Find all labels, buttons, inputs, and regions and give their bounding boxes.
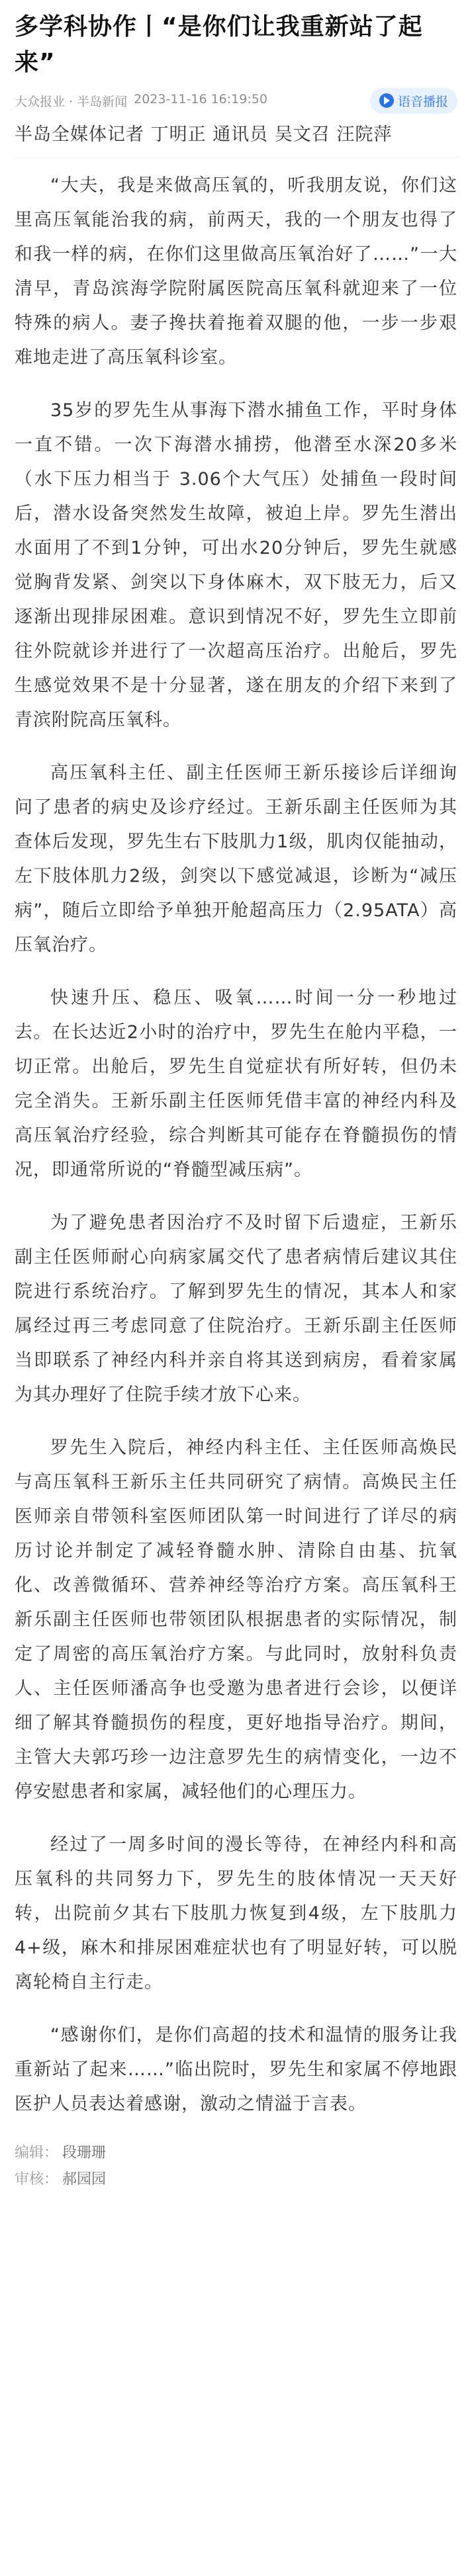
paragraph: 高压氧科主任、副主任医师王新乐接诊后详细询问了患者的病史及诊疗经过。王新乐副主任医师为其查体后发现，罗先生右下肢肌力1级，肌肉仅能抽动，左下肢体肌力2级，剑突以下感觉减退，诊断为“减压病”，随后立即给予单独开舱超高压力（2.95ATA）高压氧治疗。 [15,763,457,955]
editor-name: 段珊珊 [62,2145,107,2161]
play-icon [379,93,394,108]
paragraph: 经过了一周多时间的漫长等待，在神经内科和高压氧科的共同努力下，罗先生的肢体情况一天天好转，出院前夕其右下肢肌力恢复到4级，左下肢肌力4+级，麻木和排尿困难症状也有了明显好转，可以脱离轮椅自主行走。 [15,1834,457,1993]
reviewer-label: 审核： [15,2171,59,2188]
paragraph: 快速升压、稳压、吸氧……时间一分一秒地过去。在长达近2小时的治疗中，罗先生在舱内平稳，一切正常。出舱后，罗先生自觉症状有所好转，但仍未完全消失。王新乐副主任医师凭借丰富的神经内科及高压氧治疗经验，综合判断其可能存在脊髓损伤的情况，即通常所说的“脊髓型减压病”。 [15,988,457,1180]
paragraph: “感谢你们，是你们高超的技术和温情的服务让我重新站了起来……”临出院时，罗先生和家属不停地跟医护人员表达着感谢，激动之情溢于言表。 [15,2025,457,2114]
article-datetime: 2023-11-16 16:19:50 [134,91,267,107]
article-source: 大众报业 · 半岛新闻 [15,94,128,109]
article-body [15,169,457,2122]
audio-broadcast-label: 语音播报 [397,94,448,109]
reviewer-name: 郝园园 [62,2171,107,2188]
audio-broadcast-button[interactable] [370,88,457,114]
paragraph: 罗先生入院后，神经内科主任、主任医师高焕民与高压氧科王新乐主任共同研究了病情。高焕民主任医师亲自带领科室医师团队第一时间进行了详尽的病历讨论并制定了减轻脊髓水肿、清除自由基、抗氧化、改善微循环、营养神经等治疗方案。高压氧科王新乐副主任医师也带领团队根据患者的实际情况，制定了周密的高压氧治疗方案。与此同时，放射科负责人、主任医师潘高争也受邀为患者进行会诊，以便详细了解其脊髓损伤的程度，更好地指导治疗。期间，主管大夫郭巧珍一边注意罗先生的病情变化，一边不停安慰患者和家属，减轻他们的心理压力。 [15,1438,457,1802]
article-byline: 半岛全媒体记者 丁明正 通讯员 吴文召 汪院萍 [15,124,393,145]
article-title: 多学科协作丨“是你们让我重新站了起来” [15,13,423,76]
paragraph: 35岁的罗先生从事海下潜水捕鱼工作，平时身体一直不错。一次下海潜水捕捞，他潜至水深20多米（水下压力相当于 3.06个大气压）处捕鱼一段时间后，潜水设备突然发生故障，被迫上岸。罗先生潜出水面用了不到1分钟，可出水20分钟后，罗先生就感觉胸背发紧、剑突以下身体麻木，双下肢无力，后又逐渐出现排尿困难。意识到情况不好，罗先生立即前往外院就诊并进行了一次超高压治疗。出舱后，罗先生感觉效果不是十分显著，遂在朋友的介绍下来到了青滨附院高压氧科。 [15,400,457,730]
reviewer-line [15,2167,457,2193]
paragraph: 为了避免患者因治疗不及时留下后遗症，王新乐副主任医师耐心向病家属交代了患者病情后建议其住院进行系统治疗。了解到罗先生的情况，其本人和家属经过再三考虑同意了住院治疗。王新乐副主任医师当即联系了神经内科并亲自将其送到病房，看着家属为其办理好了住院手续才放下心来。 [15,1213,457,1405]
editor-label: 编辑： [15,2145,59,2161]
divider [15,157,457,158]
article-meta [15,86,457,115]
editor-line [15,2140,457,2167]
meta-left [15,92,267,110]
paragraph: “大夫，我是来做高压氧的，听我朋友说，你们这里高压氧能治我的病，前两天，我的一个朋友也得了和我一样的病，在你们这里做高压氧治好了……”一大清早，青岛滨海学院附属医院高压氧科就迎来了一位特殊的病人。妻子搀扶着拖着双腿的他，一步一步艰难地走进了高压氧科诊室。 [15,175,457,368]
